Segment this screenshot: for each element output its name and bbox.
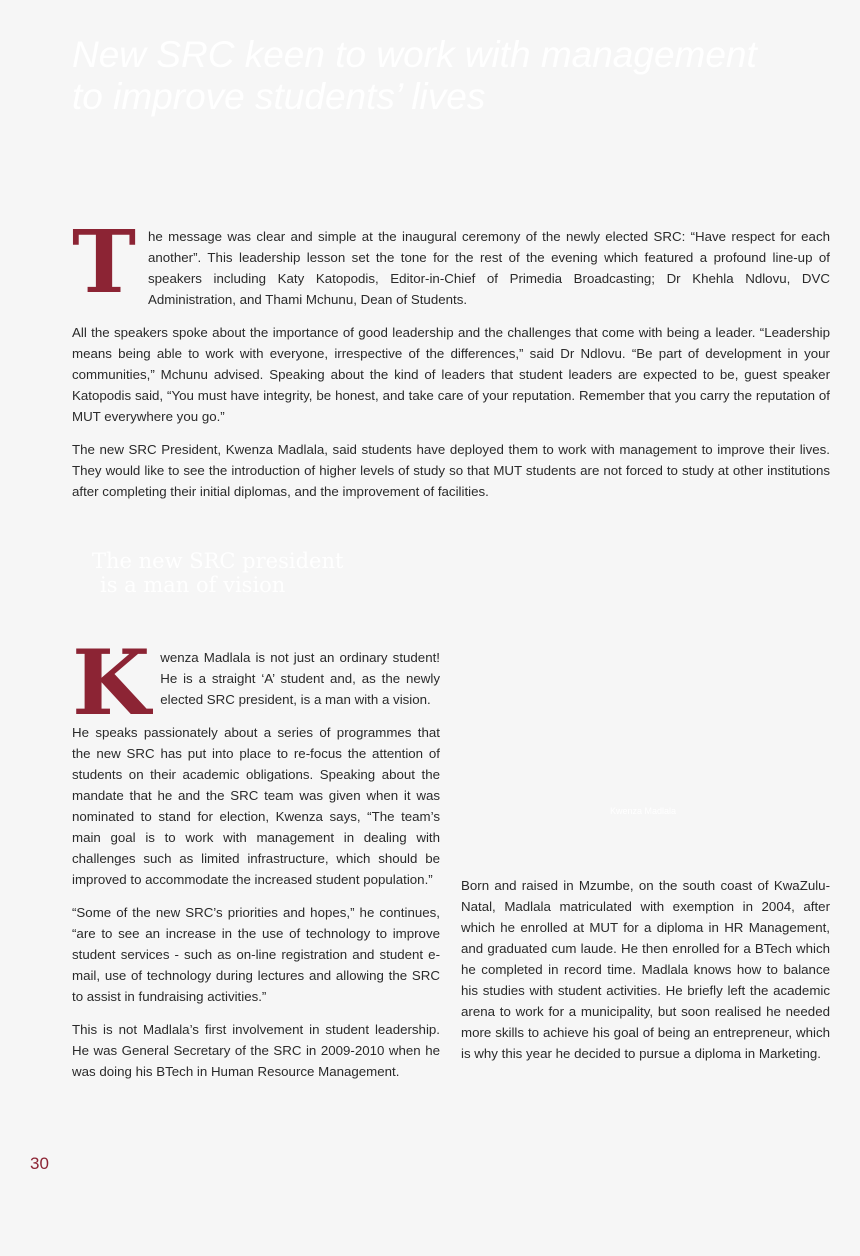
article-title-line-1: New SRC keen to work with management [72,34,757,75]
intro-paragraph-speakers: All the speakers spoke about the importance of good leadership and the challenges that come with being a leader. “Leadership means being able to work with everyone, irrespective of the differences,” said Dr Ndlovu. “Be part of development in your communities,” Mchunu advised. Speaking about the kind of leaders that student leaders are expected to be, guest speaker Katopodis said, “You must have integrity, be honest, and take care of your reputation. Remember that you carry the reputation of MUT everywhere you go.” [72,325,830,424]
dropcap-k: K [72,630,151,736]
article-title-line-2: to improve students’ lives [72,76,486,117]
article-title [72,34,792,118]
left-paragraph-programmes: He speaks passionately about a series of programmes that the new SRC has put into place to re-focus the attention of students on their academic obligations. Speaking about the mandate that he and the SRC team was given when it was nominated to stand for election, Kwenza says, “The team’s main goal is to work with management in dealing with challenges such as limited infrastructure, which should be improved to accommodate the increased student population.” [72,725,440,887]
photo-caption: Kwenza Madlala [610,806,677,816]
page-number: 30 [30,1154,49,1173]
subheading-line-2: is a man of vision [100,573,286,597]
intro-section [72,212,830,514]
left-first-paragraph: wenza Madlala is not just an ordinary student! He is a straight ‘A’ student and, as the newly elected SRC president, is a man with a vision. [160,650,440,707]
left-column [72,630,440,1094]
left-paragraph-priorities: “Some of the new SRC’s priorities and hopes,” he continues, “are to see an increase in the use of technology to improve student services - such as on-line registration and student e-mail, use of technology during lectures and allowing the SRC to assist in fundraising activities.” [72,905,440,1004]
subheading-line-1: The new SRC president [92,549,344,573]
right-paragraph-biography: Born and raised in Mzumbe, on the south coast of KwaZulu-Natal, Madlala matriculated with exemption in 2004, after which he enrolled at MUT for a diploma in HR Management, and graduated cum laude. He then enrolled for a BTech which he completed in record time. Madlala knows how to balance his studies with student activities. He briefly left the academic arena to work for a municipality, but soon realised he needed more skills to achieve his goal of being an entrepreneur, which is why this year he decided to pursue a diploma in Marketing. [461,878,830,1061]
photo-placeholder [461,640,830,862]
section-subheading [92,549,412,597]
dropcap-t: T [72,212,136,313]
intro-paragraph-president: The new SRC President, Kwenza Madlala, said students have deployed them to work with management to improve their lives. They would like to see the introduction of higher levels of study so that MUT students are not forced to study at other institutions after completing their initial diplomas, and the improvement of facilities. [72,442,830,499]
left-paragraph-leadership: This is not Madlala’s first involvement in student leadership. He was General Secretary of the SRC in 2009-2010 when he was doing his BTech in Human Resource Management. [72,1022,440,1079]
intro-first-paragraph: he message was clear and simple at the inaugural ceremony of the newly elected SRC: “Have respect for each another”. This leadership lesson set the tone for the rest of the evening which featured a profound line-up of speakers including Katy Katopodis, Editor-in-Chief of Primedia Broadcasting; Dr Khehla Ndlovu, DVC Administration, and Thami Mchunu, Dean of Students. [148,229,830,307]
right-column [461,875,830,1064]
